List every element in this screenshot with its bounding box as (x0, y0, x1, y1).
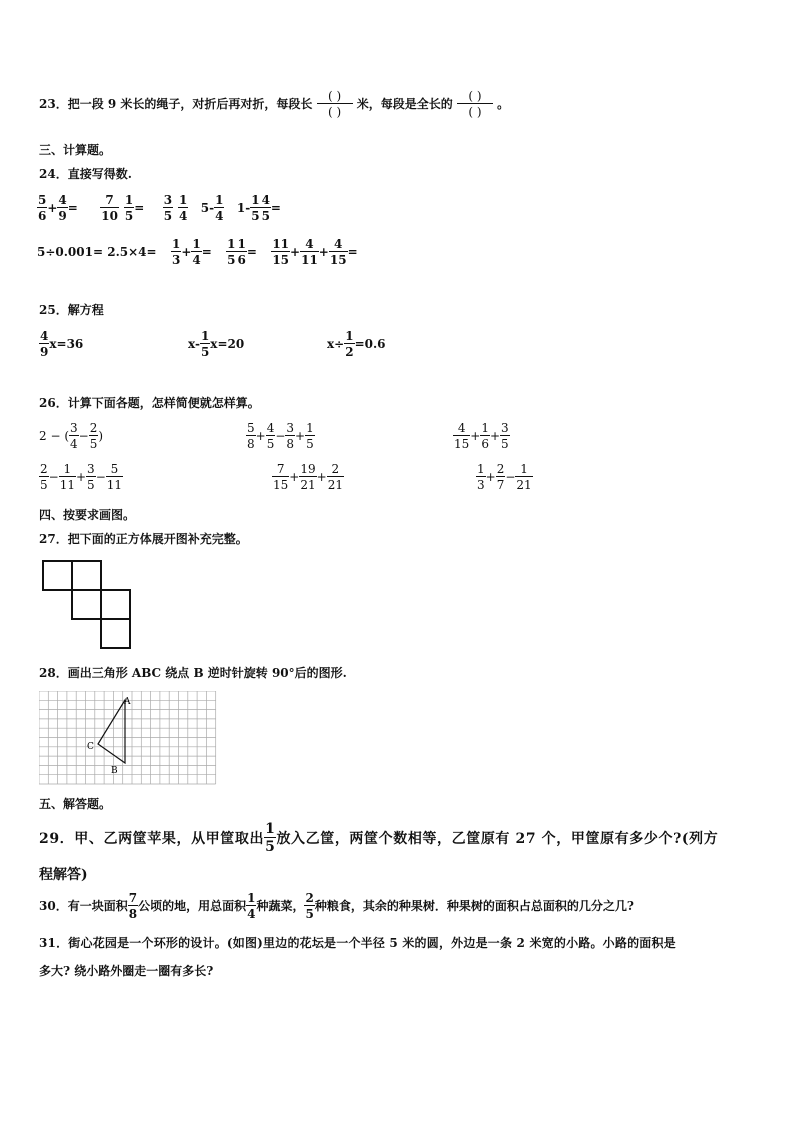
q23-text-prefix: 23．把一段 9 米长的绳子，对折后再对折，每段长 (39, 97, 313, 111)
q25-equation-3: x÷ $\frac{1}{2}$ =0.6 (327, 329, 386, 359)
q23-answer-blank-fraction[interactable]: $\frac{( )}{( )}$ (457, 90, 493, 118)
q23-text-end: 。 (497, 97, 510, 111)
vertex-label-b: B (111, 766, 118, 776)
net-square (72, 561, 101, 590)
q26-expression-6: $\frac{1}{3}$ + $\frac{2}{7}$ − $\frac{1}{21}$ (477, 462, 532, 492)
question-30: 30．有一块面积 $\frac{7}{8}$ 公顷的地，用总面积 $\frac{1}{4}$ 种蔬菜， $\frac{2}{5}$ 种粮食，其余的种果树．种果树的面积占总面积的几分之几? (39, 891, 634, 921)
q26-expression-3: $\frac{4}{15}$ + $\frac{1}{6}$ + $\frac{3}{5}$ (454, 421, 509, 451)
q25-title: 25．解方程 (39, 303, 104, 317)
net-square (72, 590, 101, 619)
question-23 (39, 90, 509, 118)
question-31-line-2: 多大? 绕小路外圈走一圈有多长? (39, 964, 214, 978)
section-4-heading: 四、按要求画图。 (39, 508, 136, 522)
q25-equation-1: $\frac{4}{9}$ x=36 (40, 329, 84, 359)
question-29-line-2: 程解答) (39, 867, 88, 883)
net-square (101, 619, 130, 648)
cube-net-figure (42, 560, 132, 650)
q25-equation-2: x- $\frac{1}{5}$ x=20 (188, 329, 245, 359)
q26-expression-4: $\frac{2}{5}$ − $\frac{1}{11}$ + $\frac{3}{5}$ − $\frac{5}{11}$ (40, 462, 123, 492)
q26-expression-1: 2 − ( $\frac{3}{4}$ − $\frac{2}{5}$ ) (39, 421, 104, 451)
question-29: 29．甲、乙两筐苹果，从甲筐取出 $\frac{1}{5}$ 放入乙筐，两筐个数相等，乙筐原有 27 个，甲筐原有多少个?(列方 (39, 821, 719, 855)
q28-title: 28．画出三角形 ABC 绕点 B 逆时针旋转 90°后的图形. (39, 666, 347, 680)
rotation-grid-figure (39, 691, 219, 791)
q24-row-2: 5÷0.001= 2.5×4= $\frac{1}{3}$ + $\frac{1}{4}$ = $\frac{1}{5}$ $\frac{1}{6}$ = $\frac{11}{15}$ + $\frac{4}{11}$ + $\frac{4}{15}$ = (37, 237, 358, 267)
vertex-label-a: A (124, 697, 131, 707)
q26-expression-2: $\frac{5}{8}$ + $\frac{4}{5}$ − $\frac{3}{8}$ + $\frac{1}{5}$ (247, 421, 314, 451)
vertex-label-c: C (87, 742, 94, 752)
q24-row-1: $\frac{5}{6}$ + $\frac{4}{9}$ = $\frac{7}{10}$ $\frac{1}{5}$ = $\frac{3}{5}$ $\frac{1}{4}$ 5- $\frac{1}{4}$ 1- $\frac{1}{5}$ $\frac{4}{5}$ = (38, 193, 281, 223)
q27-title: 27．把下面的正方体展开图补充完整。 (39, 532, 248, 546)
net-square (43, 561, 72, 590)
q24-title: 24．直接写得数. (39, 167, 132, 181)
q23-answer-blank-length[interactable]: $\frac{( )}{( )}$ (317, 90, 353, 118)
net-square (101, 590, 130, 619)
question-31-line-1: 31．街心花园是一个环形的设计。(如图)里边的花坛是一个半径 5 米的圆，外边是一条 2 米宽的小路。小路的面积是 (39, 936, 676, 950)
section-5-heading: 五、解答题。 (39, 797, 112, 811)
q23-text-mid: 米，每段是全长的 (356, 97, 453, 111)
q26-expression-5: $\frac{7}{15}$ + $\frac{19}{21}$ + $\frac{2}{21}$ (273, 462, 343, 492)
section-3-heading: 三、计算题。 (39, 143, 112, 157)
q26-title: 26．计算下面各题，怎样简便就怎样算。 (39, 396, 260, 410)
